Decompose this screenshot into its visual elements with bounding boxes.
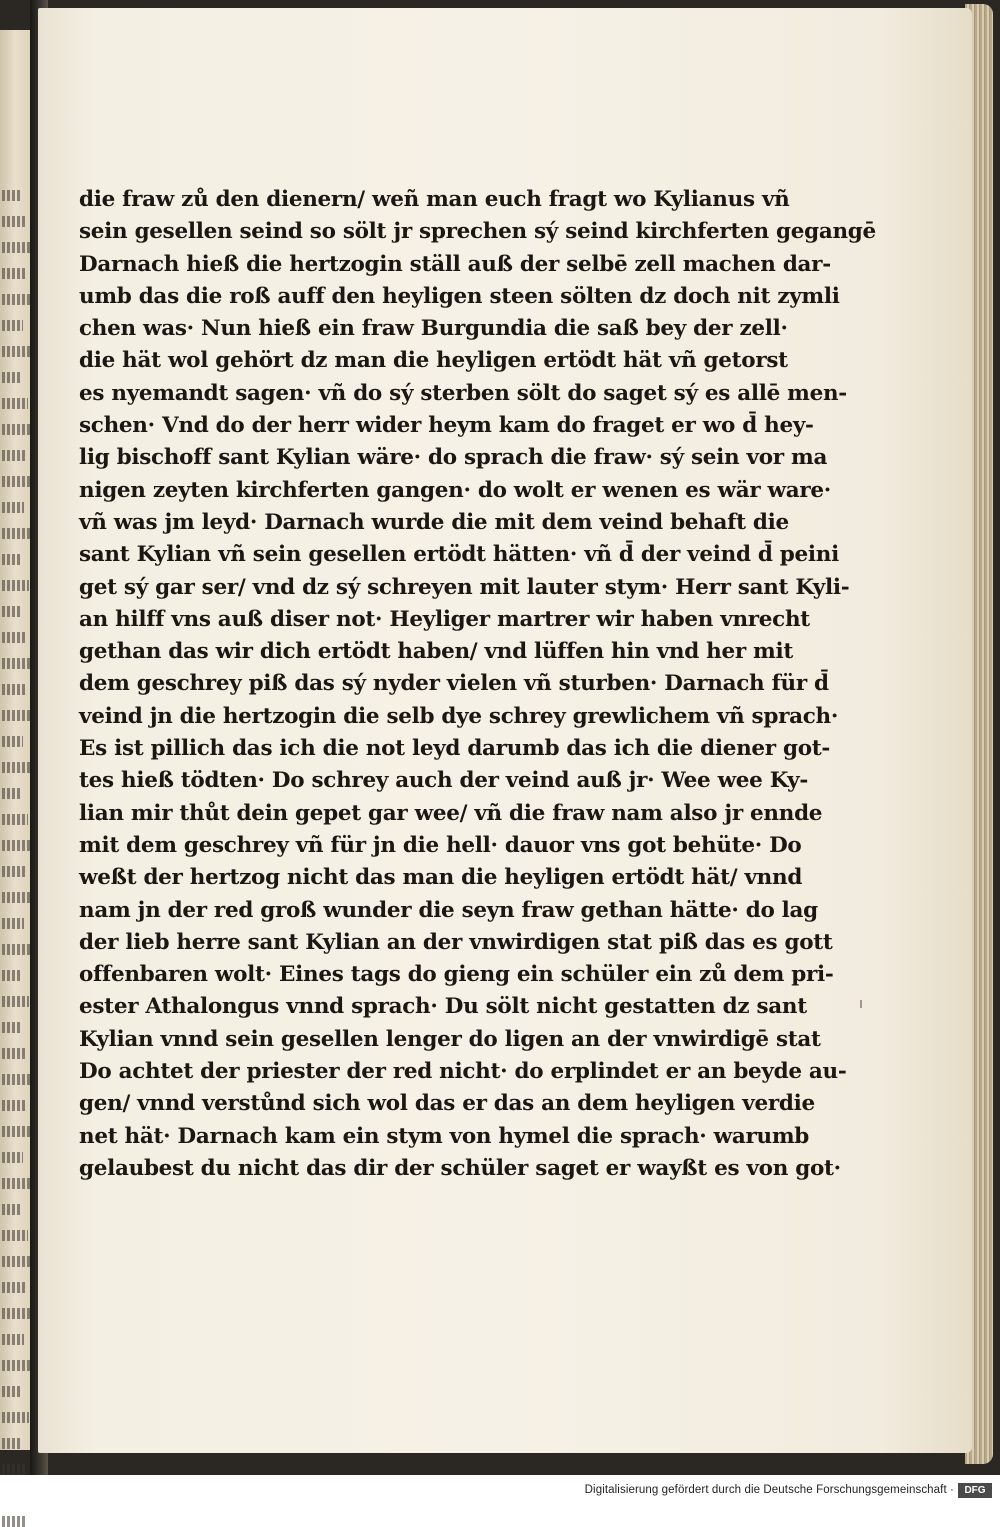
text-line: sein gesellen seind so sölt jr sprechen sý seind kirchferten gegangē	[79, 219, 876, 245]
facing-page-text-fragment	[2, 1438, 20, 1449]
facing-page-text-fragment	[2, 996, 29, 1007]
text-line: weßt der hertzog nicht das man die heyligen ertödt hät/ vnnd	[79, 865, 803, 891]
text-line: schen· Vnd do der herr wider heym kam do fraget er wo d̄ hey-	[79, 413, 814, 439]
facing-page-text-fragment	[2, 398, 28, 409]
text-line: der lieb herre sant Kylian an der vnwirdigen stat piß das es gott	[79, 929, 833, 955]
facing-page-text-fragment	[2, 1152, 23, 1163]
text-line: an hilff vns auß diser not· Heyliger martrer wir haben vnrecht	[79, 606, 810, 632]
text-line: Darnach hieß die hertzogin ställ auß der selbē zell machen dar-	[79, 251, 831, 277]
facing-page-text-fragment	[2, 450, 26, 461]
facing-page-text-fragment	[2, 1360, 31, 1371]
facing-page-text-fragment	[2, 294, 32, 305]
text-line: nigen zeyten kirchferten gangen· do wolt er wenen es wär ware·	[79, 477, 831, 503]
facing-page-text-fragment	[2, 554, 22, 565]
text-line: Kylian vnnd sein gesellen lenger do ligen an der vnwirdigē stat	[79, 1026, 821, 1052]
facing-page-text-fragment	[2, 866, 26, 877]
facing-page-text-fragment	[2, 1178, 30, 1189]
facing-page-text-fragment	[2, 268, 25, 279]
facing-page-text-fragment	[2, 944, 31, 955]
facing-page-text-fragment	[2, 476, 33, 487]
text-column	[79, 184, 876, 1185]
text-line: die fraw zů den dienern/ weñ man euch fragt wo Kylianus vñ	[79, 187, 790, 212]
facing-page-text-fragment	[2, 1230, 28, 1241]
text-line: lian mir thůt dein gepet gar wee/ vñ die fraw nam also jr ennde	[79, 800, 823, 826]
facing-page-text-fragment	[2, 1516, 25, 1527]
text-line: gelaubest du nicht das dir der schüler saget er wayßt es von got·	[79, 1155, 841, 1181]
facing-page-text-fragment	[2, 372, 21, 383]
facing-page-text-fragment	[2, 606, 20, 617]
dfg-logo: DFG	[958, 1483, 992, 1498]
text-line: nam jn der red groß wunder die seyn fraw gethan hätte· do lag	[79, 897, 818, 923]
facing-page-text-fragment	[2, 1308, 33, 1319]
facing-page-text-fragment	[2, 1100, 25, 1111]
text-line: ester Athalongus vnnd sprach· Du sölt nicht gestatten dz sant	[79, 994, 807, 1020]
text-line: dem geschrey piß das sý nyder vielen vñ sturben· Darnach für d̄	[79, 671, 829, 697]
text-line: umb das die roß auff den heyligen steen sölten dz doch nit zymli	[79, 283, 840, 309]
facing-page-text-fragment	[2, 710, 32, 721]
facing-page-text-fragment	[2, 1022, 20, 1033]
paper-mark	[860, 1000, 862, 1008]
facing-page-text-fragment	[2, 762, 30, 773]
text-line: tes hieß tödten· Do schrey auch der veind auß jr· Wee wee Ky-	[79, 768, 808, 794]
facing-page-text-fragment	[2, 1204, 21, 1215]
facing-page-text-fragment	[2, 320, 23, 331]
facing-page-text-fragment	[2, 1126, 32, 1137]
text-line: mit dem geschrey vñ für jn die hell· dauor vns got behüte· Do	[79, 832, 802, 858]
text-line: offenbaren wolt· Eines tags do gieng ein schüler ein zů dem pri-	[79, 962, 834, 988]
text-line: net hät· Darnach kam ein stym von hymel die sprach· warumb	[79, 1123, 810, 1149]
funding-credit: Digitalisierung gefördert durch die Deutsche Forschungsgemeinschaft ·	[584, 1484, 954, 1496]
text-line: die hät wol gehört dz man die heyligen ertödt hät vñ getorst	[79, 348, 788, 374]
text-line: vñ was jm leyd· Darnach wurde die mit dem veind behaft die	[79, 509, 789, 535]
facing-page-text-fragment	[2, 632, 27, 643]
facing-page-text-fragment	[2, 1412, 29, 1423]
facing-page-text-fragment	[2, 788, 21, 799]
facing-page-text-fragment	[2, 502, 24, 513]
facing-page-text-fragment	[2, 892, 33, 903]
facing-page-text-fragment	[2, 1048, 27, 1059]
text-line: Do achtet der priester der red nicht· do erplindet er an beyde au-	[79, 1059, 847, 1085]
text-line: lig bischoff sant Kylian wäre· do sprach die fraw· sý sein vor ma	[79, 445, 828, 471]
text-line: gen/ vnnd verstůnd sich wol das er das an dem heyligen verdie	[79, 1091, 815, 1117]
facing-page-text-fragment	[2, 1386, 22, 1397]
facing-page-text-fragment	[2, 736, 23, 747]
facing-page-text-fragment	[2, 190, 20, 201]
text-line: gethan das wir dich ertödt haben/ vnd lüffen hin vnd her mit	[79, 639, 794, 665]
facing-page-text-fragment	[2, 528, 31, 539]
facing-page-text-fragment	[2, 346, 30, 357]
facing-page-text-fragment	[2, 814, 28, 825]
facing-page-text-fragment	[2, 684, 25, 695]
text-line: es nyemandt sagen· vñ do sý sterben sölt do saget sý es allē men-	[79, 380, 847, 406]
facing-page-text-fragment	[2, 1334, 24, 1345]
footer-bar	[0, 1475, 1000, 1504]
facing-page-text-fragment	[2, 580, 29, 591]
text-line: sant Kylian vñ sein gesellen ertödt hätten· vñ d̄ der veind d̄ peini	[79, 542, 839, 568]
facing-page-text-fragment	[2, 970, 22, 981]
text-line: get sý gar ser/ vnd dz sý schreyen mit lauter stym· Herr sant Kyli-	[79, 574, 850, 600]
facing-page-text-fragment	[2, 216, 27, 227]
text-line: chen was· Nun hieß ein fraw Burgundia die saß bey der zell·	[79, 316, 788, 342]
text-line: veind jn die hertzogin die selb dye schrey grewlichem vñ sprach·	[79, 703, 839, 729]
facing-page-text-fragment	[2, 1282, 26, 1293]
facing-page-text-fragment	[2, 1464, 27, 1475]
text-line: Es ist pillich das ich die not leyd darumb das ich die diener got-	[79, 736, 831, 762]
facing-page-text-fragment	[2, 918, 24, 929]
